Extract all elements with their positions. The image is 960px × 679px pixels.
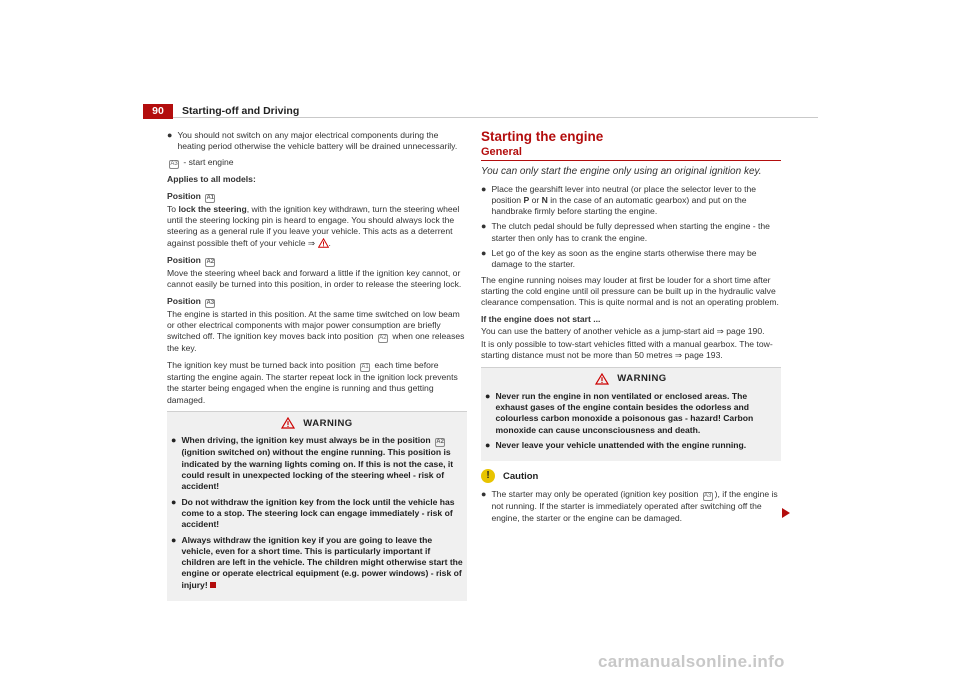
a2-badge-icon: A2 [206, 258, 215, 265]
warning-triangle-icon [595, 373, 609, 385]
warning-title: WARNING [485, 373, 777, 385]
section-title: Starting the engine [481, 129, 604, 144]
engine-noise-text: The engine running noises may louder at first be louder for a short time after starting the cold engine until oil pressure can be built up in the hydraulic valve clearance compensation. This is quite normal and is not an operating problem. [481, 274, 779, 308]
watermark: carmanualsonline.info [598, 652, 785, 671]
chapter-title: Starting-off and Driving [182, 105, 300, 117]
bullet-item: ● The clutch pedal should be fully depressed when starting the engine - the starter then only has to crank the engine. [481, 221, 770, 243]
a3-badge-icon: A3 [206, 299, 215, 306]
caution-exclamation-icon: ! [481, 469, 495, 483]
end-mark-icon [210, 582, 216, 588]
warning-box-left [167, 411, 467, 601]
applies-label: Applies to all models: [167, 174, 256, 185]
a2-badge-icon: A2 [436, 439, 444, 446]
a2-badge-icon: A2 [379, 335, 387, 342]
position-3-label: Position A3 [167, 295, 215, 306]
jump-start-text: You can use the battery of another vehicle as a jump-start aid ⇒ page 190. [481, 326, 765, 337]
page-number: 90 [143, 104, 173, 119]
caution-bullet: ● The starter may only be operated (ignition key position A3 ), if the engine is not running. If the starter is immediately operated after switching off the engine, the starter or the engine can be damaged. [481, 489, 778, 523]
warning-box-right [481, 367, 781, 461]
bullet-dot-icon: ● [167, 130, 173, 140]
a3-badge-icon: A3 [704, 493, 712, 500]
position-2-text: Move the steering wheel back and forward a little if the ignition key cannot, or cannot easily be turned into this position, in order to release the steering lock. [167, 267, 462, 289]
position-1-label: Position A1 [167, 190, 215, 201]
warning-title: WARNING [171, 417, 463, 429]
bullet-item: ● You should not switch on any major electrical components during the heating period otherwise the vehicle battery will be drained unnecessarily. [167, 130, 458, 152]
position-1-text: To lock the steering, with the ignition key withdrawn, turn the steering wheel until the steering locking pin is heard to engage. You should always lock the steering as a general rule if you leave your vehicle. This acts as a deterrent against possible theft of your vehicle ⇒ . [167, 203, 460, 248]
a1-badge-icon: A1 [206, 194, 215, 201]
position-3-text: The engine is started in this position. At the same time switched on low beam or other electrical components with major power consumption are briefly switched off. The ignition key moves back into position A2 when one releases the key. [167, 308, 465, 354]
not-start-heading: If the engine does not start ... [481, 314, 601, 325]
warning-bullet: ● Always withdraw the ignition key if you are going to leave the vehicle, even for a short time. This is particularly important if children are left in the vehicle. The children might otherwise start the engine or operate electrical equipment (e.g. power windows) - risk of injury! [171, 534, 463, 590]
warning-bullet: ● Do not withdraw the ignition key from the lock until the vehicle has come to a stop. The steering lock can engage immediately - risk of accident! [171, 496, 455, 530]
right-column [481, 130, 781, 528]
bullet-item: ● Place the gearshift lever into neutral (or place the selector lever to the position P or N in the case of an automatic gearbox) and put on the handbrake firmly before starting the engine. [481, 183, 757, 217]
warning-bullet: ● When driving, the ignition key must always be in the position A2 (ignition switched on) without the engine running. This position is indicated by the warning lights coming on. If this is not the case, it could result in unexpected locking of the steering wheel - risk of accident! [171, 435, 454, 492]
start-engine-line: A3 - start engine [170, 156, 234, 167]
position-2-label: Position A2 [167, 254, 215, 265]
position-return-text: The ignition key must be turned back into position A1 each time before starting the engine again. The starter repeat lock in the ignition lock prevents the starter being engaged when the engine is running and thus getting damaged. [167, 360, 458, 405]
warning-triangle-icon [318, 238, 329, 248]
tow-start-text: It is only possible to tow-start vehicles fitted with a manual gearbox. The tow-starting distance must not be more than 50 metres ⇒ page 193. [481, 338, 773, 360]
left-column [167, 130, 467, 601]
a3-badge-icon: A3 [170, 160, 178, 167]
a1-badge-icon: A1 [361, 364, 369, 371]
next-page-arrow-icon[interactable] [782, 508, 790, 518]
bullet-item: ● Let go of the key as soon as the engine starts otherwise there may be damage to the starter. [481, 248, 757, 270]
warning-bullet: ● Never run the engine in non ventilated or enclosed areas. The exhaust gases of the engine contain besides the odorless and colourless carbon monoxide a poisonous gas - hazard! Carbon monoxide can cause unconsciousness and death. [485, 390, 754, 435]
warning-triangle-icon [281, 417, 295, 429]
caution-title: ! Caution [481, 469, 781, 483]
subsection-title: General [481, 147, 781, 160]
warning-bullet: ● Never leave your vehicle unattended with the engine running. [485, 439, 747, 450]
intro-text: You can only start the engine only using an original ignition key. [481, 165, 762, 177]
